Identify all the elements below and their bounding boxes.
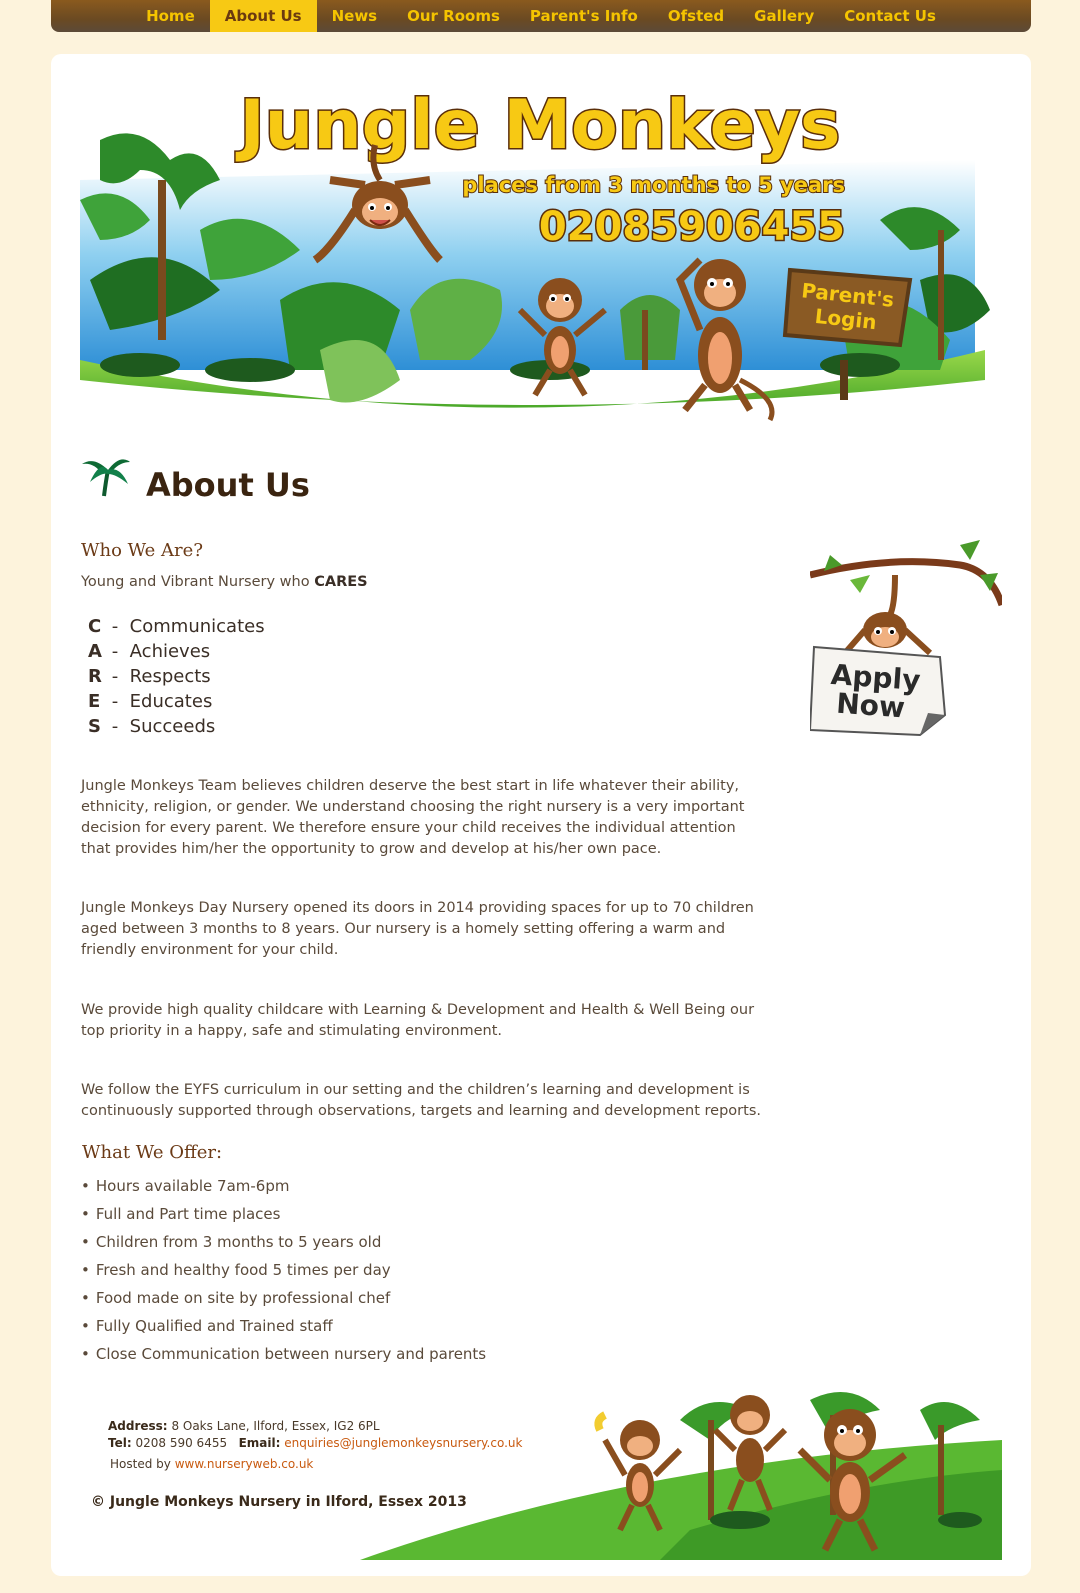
list-item: • Hours available 7am-6pm xyxy=(81,1172,486,1200)
list-item: • Full and Part time places xyxy=(81,1200,486,1228)
nav-contact-us[interactable]: Contact Us xyxy=(844,7,936,25)
svg-text:Login: Login xyxy=(813,303,878,335)
footer-address: Address: 8 Oaks Lane, Ilford, Essex, IG2 6PL xyxy=(108,1419,380,1433)
page-title: About Us xyxy=(146,466,310,504)
tagline-text: places from 3 months to 5 years xyxy=(462,173,845,197)
hosted-by-link[interactable]: www.nurseryweb.co.uk xyxy=(174,1457,314,1471)
who-we-are-heading: Who We Are? xyxy=(81,540,203,561)
phone-number: 02085906455 xyxy=(538,204,845,250)
list-item: • Food made on site by professional chef xyxy=(81,1284,486,1312)
cares-list xyxy=(88,614,265,739)
email-link[interactable]: enquiries@junglemonkeysnursery.co.uk xyxy=(284,1436,523,1450)
footer-contact: Tel: 0208 590 6455 Email: enquiries@junglemonkeysnursery.co.uk xyxy=(108,1436,523,1450)
nav-parents-info[interactable]: Parent's Info xyxy=(529,7,638,25)
jungle-banner-illustration xyxy=(80,80,1002,430)
nav-about-us[interactable]: About Us xyxy=(210,0,317,32)
svg-text:Now: Now xyxy=(835,686,907,725)
nav-news[interactable]: News xyxy=(331,7,378,25)
about-paragraph-4: We follow the EYFS curriculum in our setting and the children’s learning and development is continuously supported through observations, targets and learning and development reports. xyxy=(81,1082,761,1119)
apply-now-sign-illustration xyxy=(810,535,1002,745)
cares-row: A - Achieves xyxy=(88,641,211,662)
page-title-row xyxy=(80,448,310,504)
nav-home[interactable]: Home xyxy=(146,7,195,25)
cares-row: S - Succeeds xyxy=(88,716,216,737)
footer-illustration xyxy=(360,1380,1002,1560)
apply-now-button[interactable] xyxy=(810,535,1002,745)
list-item: • Close Communication between nursery and parents xyxy=(81,1340,486,1368)
cares-row: E - Educates xyxy=(88,691,213,712)
copyright-text: © Jungle Monkeys Nursery in Ilford, Essex 2013 xyxy=(91,1494,467,1510)
list-item: • Fully Qualified and Trained staff xyxy=(81,1312,486,1340)
palm-tree-icon xyxy=(80,452,132,500)
intro-text: Young and Vibrant Nursery who CARES xyxy=(81,574,368,590)
header-banner xyxy=(80,80,1002,430)
about-paragraph-3: We provide high quality childcare with Learning & Development and Health & Well Being our top priority in a happy, safe and stimulating environment. xyxy=(81,1002,755,1039)
footer-monkeys-illustration xyxy=(360,1380,1002,1560)
footer-hosted: Hosted by www.nurseryweb.co.uk xyxy=(110,1457,314,1471)
nav-our-rooms[interactable]: Our Rooms xyxy=(407,7,500,25)
list-item: • Fresh and healthy food 5 times per day xyxy=(81,1256,486,1284)
list-item: • Children from 3 months to 5 years old xyxy=(81,1228,486,1256)
cares-row: R - Respects xyxy=(88,666,211,687)
what-we-offer-heading: What We Offer: xyxy=(82,1142,223,1163)
about-paragraph-1: Jungle Monkeys Team believes children deserve the best start in life whatever their ability, ethnicity, religion, or gender. We understand choosing the right nursery is a very important decision for every parent. We therefore ensure your child receives the individual attention that provides him/her the opportunity to grow and develop at his/her own pace. xyxy=(81,778,745,857)
main-nav xyxy=(51,0,1031,32)
svg-text:Apply: Apply xyxy=(829,657,922,698)
logo-text: Jungle Monkeys xyxy=(239,86,841,165)
nav-gallery[interactable]: Gallery xyxy=(754,7,815,25)
nav-ofsted[interactable]: Ofsted xyxy=(667,7,725,25)
cares-row: C - Communicates xyxy=(88,616,265,637)
about-paragraph-2: Jungle Monkeys Day Nursery opened its doors in 2014 providing spaces for up to 70 children aged between 3 months to 8 years. Our nursery is a homely setting offering a warm and friendly environment for your child. xyxy=(81,900,754,958)
offer-list xyxy=(81,1172,486,1368)
svg-text:Parent's: Parent's xyxy=(800,278,896,312)
